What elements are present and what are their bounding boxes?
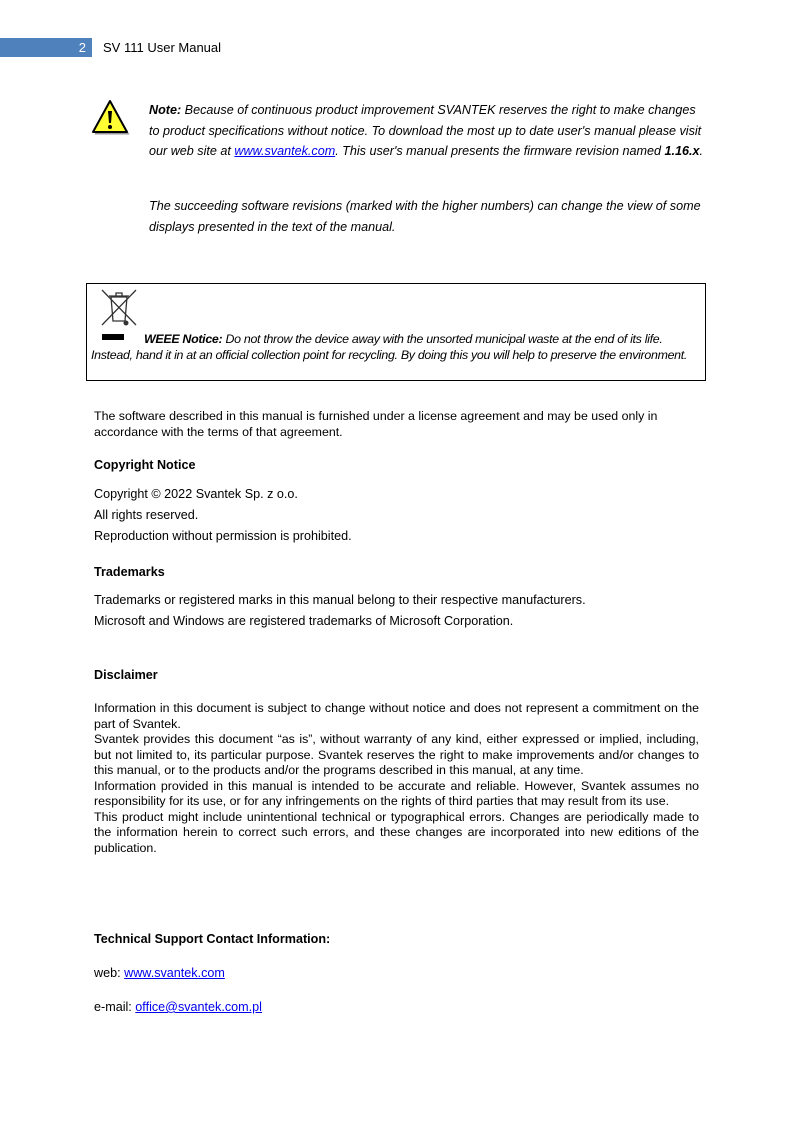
copyright-line: All rights reserved. xyxy=(94,508,199,522)
disclaimer-text: Svantek provides this document “as is”, without warranty of any kind, either expressed or implied, including, but not limited to, its particular purpose. Svantek reserves the right to make improvements and/or changes to this manual, or to the products and/or the programs described in this manual, at any time. xyxy=(94,732,699,777)
firmware-revision: 1.16.x xyxy=(664,144,700,159)
crossed-bin-icon xyxy=(99,287,139,329)
warning-icon xyxy=(90,98,130,136)
note-label: Note: xyxy=(149,103,182,117)
header-title: SV 111 User Manual xyxy=(103,40,222,55)
website-link[interactable]: www.svantek.com xyxy=(234,144,336,159)
note-paragraph-2: The succeeding software revisions (marked with the higher numbers) can change the view of some displays presented in the text of the manual. xyxy=(149,199,701,234)
web-link[interactable]: www.svantek.com xyxy=(124,966,225,980)
disclaimer-text: This product might include unintentional technical or typographical errors. Changes are periodically made to the information herein to correct such errors, and these changes are incorporated into new editions of the publication. xyxy=(94,809,699,855)
trademarks-heading: Trademarks xyxy=(94,565,165,579)
trademarks-line: Trademarks or registered marks in this manual belong to their respective manufacturers. xyxy=(94,593,586,607)
email-link[interactable]: office@svantek.com.pl xyxy=(135,1000,262,1014)
note-text: . This user's manual presents the firmware revision named xyxy=(335,144,665,159)
weee-notice-text xyxy=(91,331,701,364)
support-heading: Technical Support Contact Information: xyxy=(94,932,331,946)
note-paragraph xyxy=(149,100,704,162)
disclaimer-text: Information provided in this manual is intended to be accurate and reliable. However, Svantek assumes no responsibility for its use, or for any infringements on the rights of third parties that may result from its use. xyxy=(94,778,699,808)
web-label: web: xyxy=(94,966,125,980)
note-text: Because of continuous product improvement SVANTEK reserves the right to make changes to product specifications without notice. To download the most up to date user's manual please visit our web site at xyxy=(149,103,702,159)
weee-label: WEEE Notice: xyxy=(144,332,223,346)
page-number: 2 xyxy=(78,40,86,55)
weee-text: Do not throw the device away with the unsorted municipal waste at the end of its life. Instead, hand it in at an official collection point for recycling. By doing this you will help to preserve the environment. xyxy=(91,332,688,363)
trademarks-line: Microsoft and Windows are registered trademarks of Microsoft Corporation. xyxy=(94,614,514,628)
license-paragraph: The software described in this manual is furnished under a license agreement and may be used only in accordance with the terms of that agreement. xyxy=(94,409,658,439)
copyright-line: Copyright © 2022 Svantek Sp. z o.o. xyxy=(94,487,298,501)
note-text: . xyxy=(699,144,703,159)
disclaimer-paragraph xyxy=(94,701,699,856)
copyright-heading: Copyright Notice xyxy=(94,458,196,472)
email-label: e-mail: xyxy=(94,1000,136,1014)
weee-notice-box xyxy=(86,283,706,381)
support-web xyxy=(94,965,225,981)
disclaimer-heading: Disclaimer xyxy=(94,668,158,682)
support-email xyxy=(94,999,262,1015)
disclaimer-text: Information in this document is subject to change without notice and does not represent a commitment on the part of Svantek. xyxy=(94,701,699,731)
copyright-line: Reproduction without permission is prohibited. xyxy=(94,529,352,543)
